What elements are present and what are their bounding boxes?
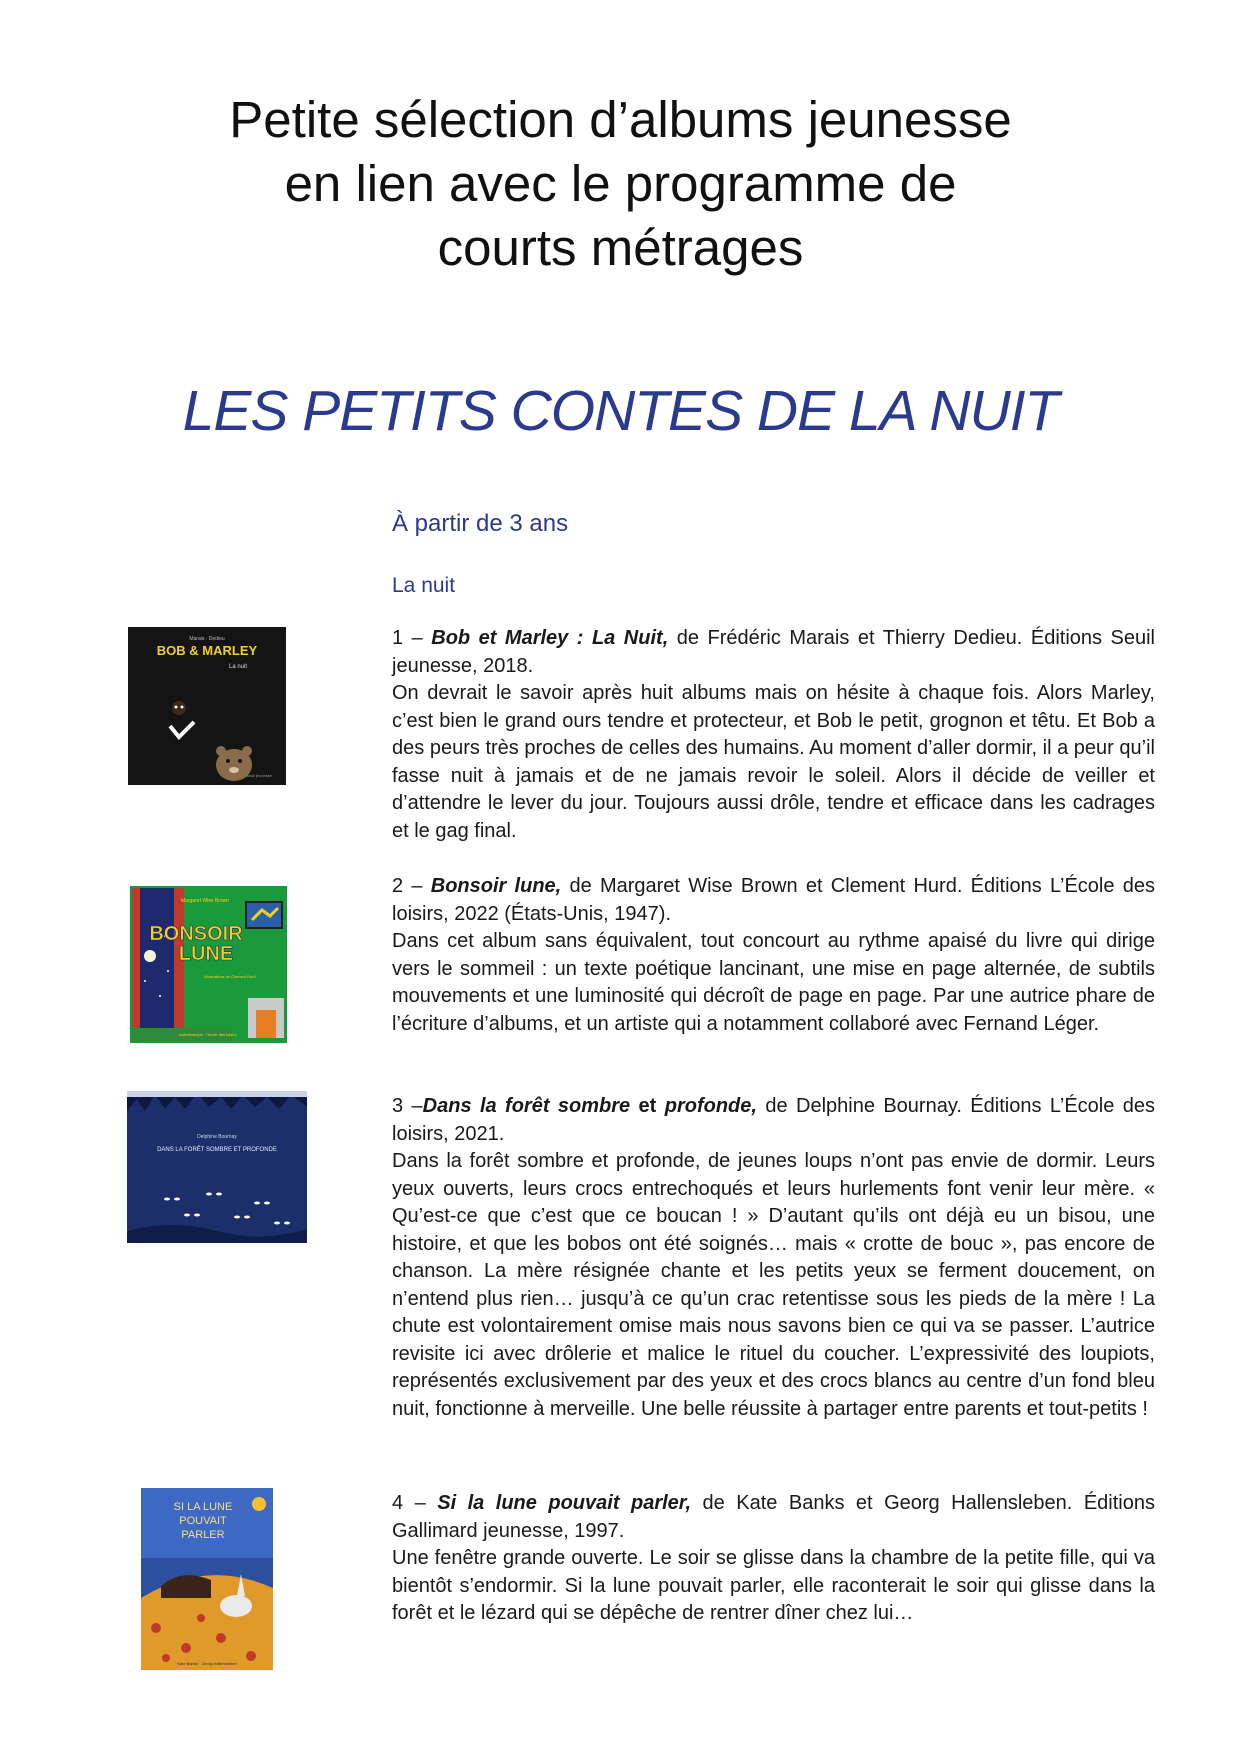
book-entry-1 xyxy=(392,625,1155,845)
book-entry-2 xyxy=(392,873,1155,1038)
book-heading xyxy=(392,1490,1155,1545)
cover-text: POUVAIT xyxy=(179,1515,227,1527)
book-entry-3 xyxy=(392,1093,1155,1423)
cover-text: SI LA LUNE xyxy=(173,1501,233,1513)
book-description: Dans cet album sans équivalent, tout concourt au rythme apaisé du livre qui dirige vers le sommeil : un texte poétique lancinant, une mise en page alternée, de subtils mouvements et une luminosité qui décroît de page en page. Par une autrice phare de l’écriture d’albums, et un artiste qui a notamment collaboré avec Fernand Léger. xyxy=(392,930,1155,1035)
cover-text: Marais · Dedieu xyxy=(189,636,225,642)
title-line: courts métrages xyxy=(437,219,804,276)
title-line: Petite sélection d’albums jeunesse xyxy=(229,91,1012,148)
title-line: en lien avec le programme de xyxy=(284,155,957,212)
page-title xyxy=(0,88,1241,280)
cover-text: seuil jeunesse xyxy=(246,773,272,778)
book-heading xyxy=(392,1093,1155,1148)
theme-label: La nuit xyxy=(392,574,456,597)
cover-text: PARLER xyxy=(181,1529,225,1541)
book-title: Si la lune pouvait parler, xyxy=(437,1492,692,1514)
cover-text: Delphine Bournay xyxy=(197,1134,237,1140)
book-credits: de Delphine Bournay. Éditions L’École des loisirs, 2021. xyxy=(392,1095,1155,1145)
book-heading xyxy=(392,873,1155,928)
book-cover-foret-sombre xyxy=(127,1091,307,1243)
book-cover-bonsoir-lune xyxy=(130,886,287,1043)
program-title: LES PETITS CONTES DE LA NUIT xyxy=(182,379,1059,443)
cover-text: Margaret Wise Brown xyxy=(180,898,230,904)
book-description: Une fenêtre grande ouverte. Le soir se glisse dans la chambre de la petite fille, qui va bientôt s’endormir. Si la lune pouvait parler, elle raconterait le soir qui glisse dans la forêt et le lézard qui se dépêche de rentrer dîner chez lui… xyxy=(392,1547,1155,1624)
book-title-connector: et xyxy=(630,1095,665,1117)
book-entry-4 xyxy=(392,1490,1155,1628)
book-credits: de Frédéric Marais et Thierry Dedieu. Éditions Seuil jeunesse, 2018. xyxy=(392,627,1155,677)
cover-text: Illustrations de Clement Hurd xyxy=(204,974,256,979)
book-number: 3 – xyxy=(392,1095,423,1117)
book-number: 2 – xyxy=(392,875,423,897)
cover-text: BONSOIR xyxy=(149,923,243,945)
cover-text: LUNE xyxy=(178,943,234,965)
book-description: Dans la forêt sombre et profonde, de jeunes loups n’ont pas envie de dormir. Leurs yeux ouverts, leurs crocs entrechoqués et leurs hurlements font venir leur mère. « Qu’est-ce que c’est que ce boucan ! » D’autant qu’ils ont déjà eu un bisou, une histoire, et que les bobos ont été soignés… mais « crotte de bouc », pas encore de chanson. La mère résignée chante et les petits yeux se ferment doucement, on n’entend plus rien… jusqu’à ce qu’un crac retentisse sous les pieds de la mère ! La chute est volontairement omise mais nous savons bien ce qui va se passer. L’autrice revisite ici avec drôlerie et malice le rituel du coucher. L’expressivité des loupiots, représentés exclusivement par des yeux et des crocs blancs au centre d’un fond bleu nuit, fonctionne à merveille. Une belle réussite à partager entre parents et tout-petits ! xyxy=(392,1150,1155,1420)
book-title: Bonsoir lune, xyxy=(430,875,562,897)
book-heading xyxy=(392,625,1155,680)
book-credits: de Margaret Wise Brown et Clement Hurd. Éditions L’École des loisirs, 2022 (États-Unis, 1947). xyxy=(392,875,1155,925)
cover-text: kaléidoscope · l'école des loisirs xyxy=(179,1032,237,1037)
book-title: Dans la forêt sombre xyxy=(422,1095,631,1117)
book-credits: de Kate Banks et Georg Hallensleben. Éditions Gallimard jeunesse, 1997. xyxy=(392,1492,1155,1542)
book-title: profonde, xyxy=(664,1095,757,1117)
cover-text: La nuit xyxy=(228,664,248,670)
age-label: À partir de 3 ans xyxy=(392,510,569,537)
book-number: 4 – xyxy=(392,1492,426,1514)
cover-text: Kate Banks · Georg Hallensleben xyxy=(177,1661,237,1666)
book-title: Bob et Marley : La Nuit, xyxy=(431,627,669,649)
book-cover-bob-et-marley xyxy=(128,627,286,785)
cover-text: DANS LA FORÊT SOMBRE ET PROFONDE xyxy=(157,1147,277,1153)
book-description: On devrait le savoir après huit albums mais on hésite à chaque fois. Alors Marley, c’est bien le grand ours tendre et protecteur, et Bob le petit, grognon et têtu. Et Bob a des peurs très proches de celles des humains. Au moment d’aller dormir, il a peur qu’il fasse nuit à jamais et de ne jamais revoir le soleil. Alors il décide de veiller et d’attendre le lever du jour. Toujours aussi drôle, tendre et efficace dans les cadrages et le gag final. xyxy=(392,682,1155,842)
cover-text: BOB & MARLEY xyxy=(156,643,258,658)
book-number: 1 – xyxy=(392,627,423,649)
book-cover-si-la-lune xyxy=(141,1488,273,1670)
